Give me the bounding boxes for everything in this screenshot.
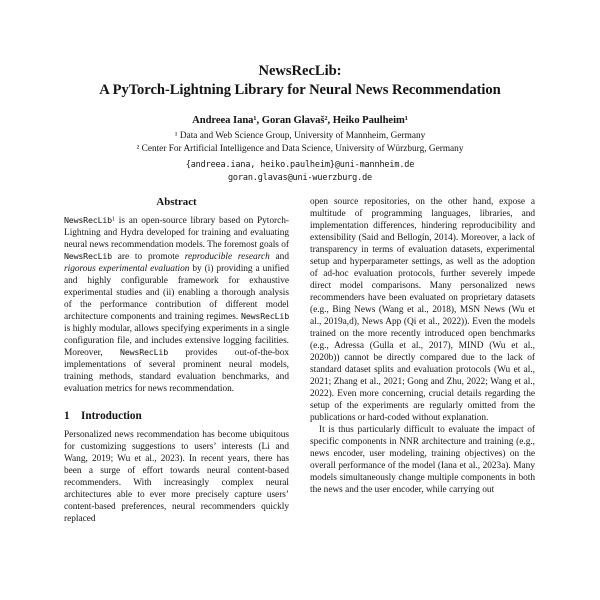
- abstract-part-4: by (i) providing a unified and highly configurable framework for exhaustive experimental studies and (ii) enabling a thorough analysis of the performance contribution of different model architecture components and training regimes.: [64, 264, 289, 322]
- title-line-2: A PyTorch-Lightning Library for Neural News Recommendation: [99, 81, 501, 98]
- affiliation-2: ² Center For Artificial Intelligence and Data Science, University of Würzburg, Germany: [136, 144, 464, 155]
- left-column: [64, 196, 289, 525]
- lib-name-mono: NewsRecLib: [241, 311, 289, 321]
- affiliations: [64, 130, 536, 156]
- affiliation-1: ¹ Data and Web Science Group, University of Mannheim, Germany: [174, 131, 426, 142]
- abstract-paragraph: [64, 215, 289, 395]
- lib-name-mono: NewsRecLib: [64, 215, 112, 225]
- abstract-part-5: is highly modular, allows specifying experiments in a single configuration file, and includes extensive logging facilities. Moreover,: [64, 324, 289, 358]
- section-heading-introduction: [64, 410, 289, 423]
- section-number: 1: [64, 410, 70, 422]
- lib-name-mono: NewsRecLib: [120, 347, 168, 357]
- abstract-part-2: are to promote: [111, 252, 185, 262]
- page-title: [64, 62, 536, 100]
- title-block: [64, 0, 536, 184]
- title-line-1: NewsRecLib:: [258, 63, 342, 79]
- abstract-part-3: and: [269, 252, 289, 262]
- author-list: Andreea Iana¹, Goran Glavaš², Heiko Paulheim¹: [192, 114, 408, 126]
- right-paragraph-continued: open source repositories, on the other hand, expose a multitude of programming languages, libraries, and implementation differences, hindering reproducibility and extensibility (Said and Bellogín, 2014). Moreover, a lack of transparency in terms of evaluation datasets, experimental setup and hyperparameter settings, as well as the adoption of ad-hoc evaluation protocols, further severely impede direct model comparisons. Many personalized news recommenders have been evaluated on proprietary datasets (e.g., Bing News (Wang et al., 2018), MSN News (Wu et al., 2019a,d), News App (Qi et al., 2022)). Even the models trained on the more recently introduced open benchmarks (e.g., Adressa (Gulla et al., 2017), MIND (Wu et al., 2020b)) cannot be directly compared due to the lack of standard dataset splits and evaluation protocols (Wu et al., 2021; Zhang et al., 2021; Gong and Zhu, 2022; Wang et al., 2022). Even more concerning, crucial details regarding the setup of the experiments are regularly omitted from the publications or hard-coded without explanation.: [310, 197, 535, 423]
- author-emails: [64, 159, 536, 184]
- footnote-marker: 1: [111, 216, 116, 223]
- email-line-1: {andreea.iana, heiko.paulheim}@uni-mannheim.de: [185, 160, 415, 171]
- lib-name-mono: NewsRecLib: [64, 251, 112, 261]
- email-line-2: goran.glavas@uni-wuerzburg.de: [227, 172, 373, 183]
- abstract-part-6: provides out-of-the-box implementations of several prominent neural models, training methods, standard evaluation benchmarks, and evaluation metrics for news recommendation.: [64, 348, 289, 394]
- abstract-italic-1: reproducible research: [184, 252, 270, 262]
- abstract-heading: Abstract: [156, 196, 197, 208]
- abstract-italic-2: rigorous experimental evaluation: [64, 264, 190, 274]
- introduction-paragraph-1: Personalized news recommendation has become ubiquitous for customizing suggestions to users’ interests (Li and Wang, 2019; Wu et al., 2023). In recent years, there has been a surge of effort towards neural content-based recommenders. With increasingly complex neural architectures able to ever more precisely capture users’ content-based preferences, neural recommenders quickly replaced: [64, 430, 289, 525]
- body-columns: [64, 196, 536, 525]
- right-column: [310, 196, 535, 525]
- right-paragraph-2: It is thus particularly difficult to evaluate the impact of specific components in NNR architecture and training (e.g., news encoder, user modeling, training objectives) on the overall performance of the model (Iana et al., 2023a). Many models simultaneously change multiple components in both the news and the user encoder, while carrying out: [310, 425, 535, 495]
- abstract-part-1: is an open-source library based on Pytorch-Lightning and Hydra developed for training and evaluating neural news recommendation models. The foremost goals of: [64, 216, 289, 250]
- section-title: Introduction: [81, 410, 142, 422]
